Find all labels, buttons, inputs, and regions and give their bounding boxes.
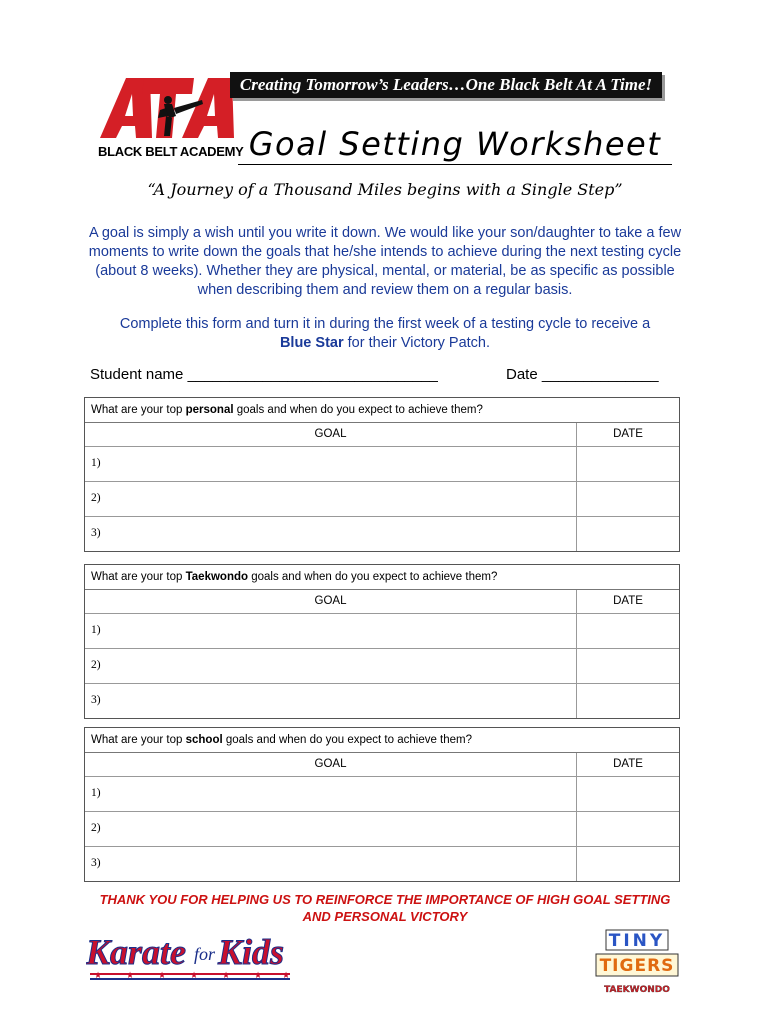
svg-text:★: ★ [158, 971, 167, 981]
tt-line1: TINY [608, 931, 666, 951]
tiny-tigers-logo [594, 928, 680, 1000]
question-text-end: goals and when do you expect to achieve them? [251, 571, 498, 583]
kfk-word-for: for [194, 944, 216, 964]
tt-line2: TIGERS [599, 956, 675, 976]
goal-cell[interactable] [85, 649, 577, 683]
date-cell[interactable] [577, 447, 679, 481]
kfk-word-karate: Karate [86, 932, 187, 972]
date-blank[interactable]: ______________ [541, 366, 659, 383]
table-question [85, 565, 679, 590]
table-header-row [85, 590, 679, 614]
goal-cell[interactable] [85, 447, 577, 481]
goal-cell[interactable] [85, 812, 577, 846]
table-question [85, 398, 679, 423]
quote: “A Journey of a Thousand Miles begins with a Single Step” [147, 180, 623, 199]
instruction-text: Complete this form and turn it in during the first week of a testing cycle to receive a [119, 316, 651, 332]
table-row [85, 614, 679, 649]
goal-cell[interactable] [85, 777, 577, 811]
goal-header: GOAL [85, 423, 577, 446]
question-keyword: school [185, 734, 223, 746]
slogan-banner: Creating Tomorrow’s Leaders…One Black Belt At A Time! [230, 72, 662, 98]
goal-cell[interactable] [85, 684, 577, 718]
row-number: 1) [91, 787, 101, 799]
question-text: What are your top [91, 571, 183, 583]
row-number: 3) [91, 694, 101, 706]
instruction-paragraph [78, 315, 692, 353]
row-number: 2) [91, 659, 101, 671]
date-cell[interactable] [577, 847, 679, 881]
question-text: What are your top [91, 404, 183, 416]
date-header: DATE [613, 758, 643, 770]
tt-line3: TAEKWONDO [604, 985, 670, 995]
instruction-text-end: for their Victory Patch. [347, 335, 491, 351]
row-number: 3) [91, 857, 101, 869]
date-cell[interactable] [577, 649, 679, 683]
karate-for-kids-logo [86, 930, 296, 988]
kfk-word-kids: Kids [218, 932, 285, 972]
table-row [85, 684, 679, 718]
table-row [85, 847, 679, 881]
ata-logo [98, 74, 244, 164]
page-title: Goal Setting Worksheet [238, 124, 672, 165]
date-label: Date [506, 366, 538, 383]
date-cell[interactable] [577, 684, 679, 718]
goal-cell[interactable] [85, 517, 577, 551]
date-header: DATE [613, 595, 643, 607]
svg-text:★: ★ [190, 971, 199, 981]
blue-star-text: Blue Star [279, 335, 344, 351]
question-keyword: Taekwondo [185, 571, 249, 583]
table-header-row [85, 423, 679, 447]
date-cell[interactable] [577, 777, 679, 811]
table-row [85, 482, 679, 517]
table-row [85, 649, 679, 684]
intro-paragraph: A goal is simply a wish until you write it down. We would like your son/daughter to take a few moments to write down the goals that he/she intends to achieve during the next testing cycle (about 8 weeks). Whether they are physical, mental, or material, be as specific as possible when describing them and review them on a regular basis. [88, 225, 682, 298]
ata-letters-graphic [98, 74, 236, 140]
row-number: 2) [91, 822, 101, 834]
question-text: What are your top [91, 734, 183, 746]
student-name-blank[interactable]: ______________________________ [187, 366, 438, 383]
table-row [85, 447, 679, 482]
row-number: 2) [91, 492, 101, 504]
student-name-label: Student name [90, 366, 184, 383]
goal-header: GOAL [85, 753, 577, 776]
date-cell[interactable] [577, 517, 679, 551]
row-number: 1) [91, 457, 101, 469]
goal-cell[interactable] [85, 847, 577, 881]
logo-subtext: BLACK BELT ACADEMY [98, 144, 244, 159]
thank-you-message: THANK YOU FOR HELPING US TO REINFORCE THE IMPORTANCE OF HIGH GOAL SETTING AND PERSONAL VICTORY [99, 892, 671, 924]
date-cell[interactable] [577, 482, 679, 516]
question-text-end: goals and when do you expect to achieve them? [225, 734, 473, 746]
date-cell[interactable] [577, 812, 679, 846]
svg-text:★: ★ [126, 971, 135, 981]
goal-header: GOAL [85, 590, 577, 613]
table-question [85, 728, 679, 753]
date-field[interactable] [506, 366, 659, 383]
personal-goals-table [84, 397, 680, 552]
date-header: DATE [613, 428, 643, 440]
table-header-row [85, 753, 679, 777]
table-row [85, 517, 679, 551]
goal-cell[interactable] [85, 614, 577, 648]
question-keyword: personal [185, 404, 234, 416]
svg-text:★: ★ [254, 971, 263, 981]
question-text-end: goals and when do you expect to achieve them? [236, 404, 483, 416]
school-goals-table [84, 727, 680, 882]
table-row [85, 812, 679, 847]
svg-text:★: ★ [94, 971, 103, 981]
date-cell[interactable] [577, 614, 679, 648]
svg-text:★: ★ [222, 971, 231, 981]
row-number: 3) [91, 527, 101, 539]
student-name-field[interactable] [90, 366, 438, 383]
table-row [85, 777, 679, 812]
taekwondo-goals-table [84, 564, 680, 719]
svg-text:★: ★ [282, 971, 291, 981]
row-number: 1) [91, 624, 101, 636]
goal-cell[interactable] [85, 482, 577, 516]
